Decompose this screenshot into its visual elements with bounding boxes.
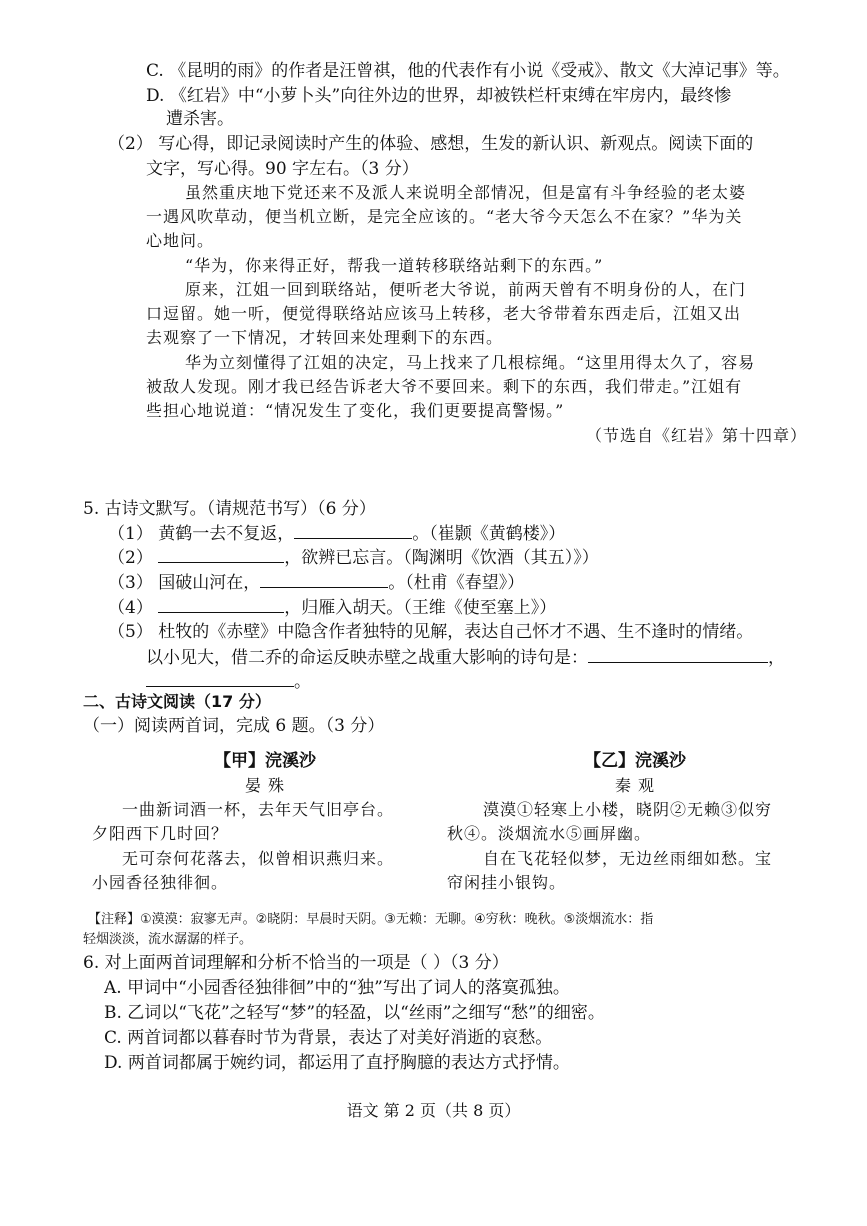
answer-blank[interactable] [158,596,284,613]
q5-period: 。 [294,672,311,692]
answer-blank[interactable] [260,571,388,588]
poem-yi-author: 秦 观 [614,776,656,795]
passage-line: 一遇风吹草动，便当机立断，是完全应该的。“老大爷今天怎么不在家？”华为关 [146,207,743,226]
poem-yi-line: 自在飞花轻似梦，无边丝雨细如愁。宝 [483,849,773,868]
passage-line: 口逗留。她一听，便觉得联络站应该马上转移，老大爷带着东西走后，江姐又出 [146,304,742,323]
answer-blank[interactable] [146,670,294,687]
poem-yi-line: 秋④。淡烟流水⑤画屏幽。 [447,824,652,843]
q5-item-3 [108,571,524,594]
q5-item-3-text: （3） 国破山河在， [108,573,261,593]
poem-jia-line: 夕阳西下几时回？ [92,824,229,843]
poem-yi-line: 漠漠①轻寒上小楼，晓阴②无赖③似穷 [483,800,773,819]
poem-jia-author: 晏 殊 [244,776,286,795]
notes-line1: 【注释】①漠漠：寂寥无声。②晓阴：早晨时天阴。③无赖：无聊。④穷秋：晚秋。⑤淡烟流水：指 [88,912,654,927]
q6-option-b[interactable]: B. 乙词以“飞花”之轻写“梦”的轻盈，以“丝雨”之细写“愁”的细密。 [104,1003,605,1023]
q5-item-4-number: （4） [108,598,153,618]
page-footer: 语文 第 2 页（共 8 页） [346,1101,521,1120]
passage-line: 些担心地说道：“情况发生了变化，我们更要提高警惕。” [146,401,565,420]
q4-option-d-line1: D. 《红岩》中“小萝卜头”向往外边的世界，却被铁栏杆束缚在牢房内，最终惨 [146,86,732,106]
q5-item-5-line1: （5） 杜牧的《赤壁》中隐含作者独特的见解，表达自己怀才不遇、生不逢时的情绪。 [108,622,754,642]
poem-jia-line: 小园香径独徘徊。 [92,873,229,892]
poem-yi-line: 帘闲挂小银钩。 [447,873,567,892]
q6-stem: 6. 对上面两首词理解和分析不恰当的一项是（ ）（3 分） [83,953,509,973]
q5-item-5-line2 [146,646,785,669]
q5-item-2-text: ，欲辨已忘言。（陶渊明《饮酒（其五）》） [284,548,599,568]
poem-jia-line: 无可奈何花落去，似曾相识燕归来。 [122,849,395,868]
passage-line: 心地问。 [146,231,215,250]
q5-item-3-source: 。（杜甫《春望》） [388,573,525,593]
q5-title: 5. 古诗文默写。（请规范书写）（6 分） [83,499,376,519]
q5-item-2 [108,546,599,569]
q5-item-4 [108,596,556,619]
poem-jia-line: 一曲新词酒一杯，去年天气旧亭台。 [122,800,395,819]
q4-option-d-line2: 遭杀害。 [166,109,234,129]
q5-item-1 [108,522,565,545]
passage-line: “华为，你来得正好，帮我一道转移联络站剩下的东西。” [185,256,604,275]
answer-blank[interactable] [588,646,768,663]
poem-yi-title: 【乙】浣溪沙 [584,751,686,771]
q5-comma: ， [768,648,785,668]
q4-2-prompt-line1: （2） 写心得，即记录阅读时产生的体验、感想，生发的新认识、新观点。阅读下面的 [108,134,754,154]
q6-option-c[interactable]: C. 两首词都以暮春时节为背景，表达了对美好消逝的哀愁。 [104,1028,553,1048]
q4-option-c: C. 《昆明的雨》的作者是汪曾祺，他的代表作有小说《受戒》、散文《大淖记事》等。 [146,61,790,81]
q5-item-2-number: （2） [108,548,153,568]
passage-line: 去观察了一下情况，才转回来处理剩下的东西。 [146,328,504,347]
q5-item-1-text: （1） 黄鹤一去不复返， [108,524,295,544]
q5-item-5-line3 [146,670,311,693]
section-subheading: （一）阅读两首词，完成 6 题。（3 分） [83,716,385,736]
passage-line: 被敌人发现。刚才我已经告诉老大爷不要回来。剩下的东西，我们带走。”江姐有 [146,377,743,396]
q5-item-4-text: ，归雁入胡天。（王维《使至塞上》） [284,598,557,618]
section-heading: 二、古诗文阅读（17 分） [83,692,271,711]
answer-blank[interactable] [158,546,284,563]
poem-jia-title: 【甲】浣溪沙 [214,751,316,771]
q4-2-prompt-line2: 文字，写心得。90 字左右。（3 分） [146,159,419,179]
passage-line: 原来，江姐一回到联络站，便听老大爷说，前两天曾有不明身份的人，在门 [185,280,747,299]
answer-blank[interactable] [294,522,412,539]
notes-line2: 轻烟淡淡，流水潺潺的样子。 [83,932,253,947]
q5-item-1-source: 。（崔颢《黄鹤楼》） [412,524,566,544]
passage-source: （节选自《红岩》第十四章） [585,426,807,445]
q6-option-d[interactable]: D. 两首词都属于婉约词，都运用了直抒胸臆的表达方式抒情。 [104,1053,570,1073]
q5-item-5-prompt: 以小见大，借二乔的命运反映赤壁之战重大影响的诗句是： [146,648,588,668]
q6-option-a[interactable]: A. 甲词中“小园香径独徘徊”中的“独”写出了词人的落寞孤独。 [104,978,570,998]
passage-line: 虽然重庆地下党还来不及派人来说明全部情况，但是富有斗争经验的老太婆 [185,183,747,202]
passage-line: 华为立刻懂得了江姐的决定，马上找来了几根棕绳。“这里用得太久了，容易 [185,353,756,372]
